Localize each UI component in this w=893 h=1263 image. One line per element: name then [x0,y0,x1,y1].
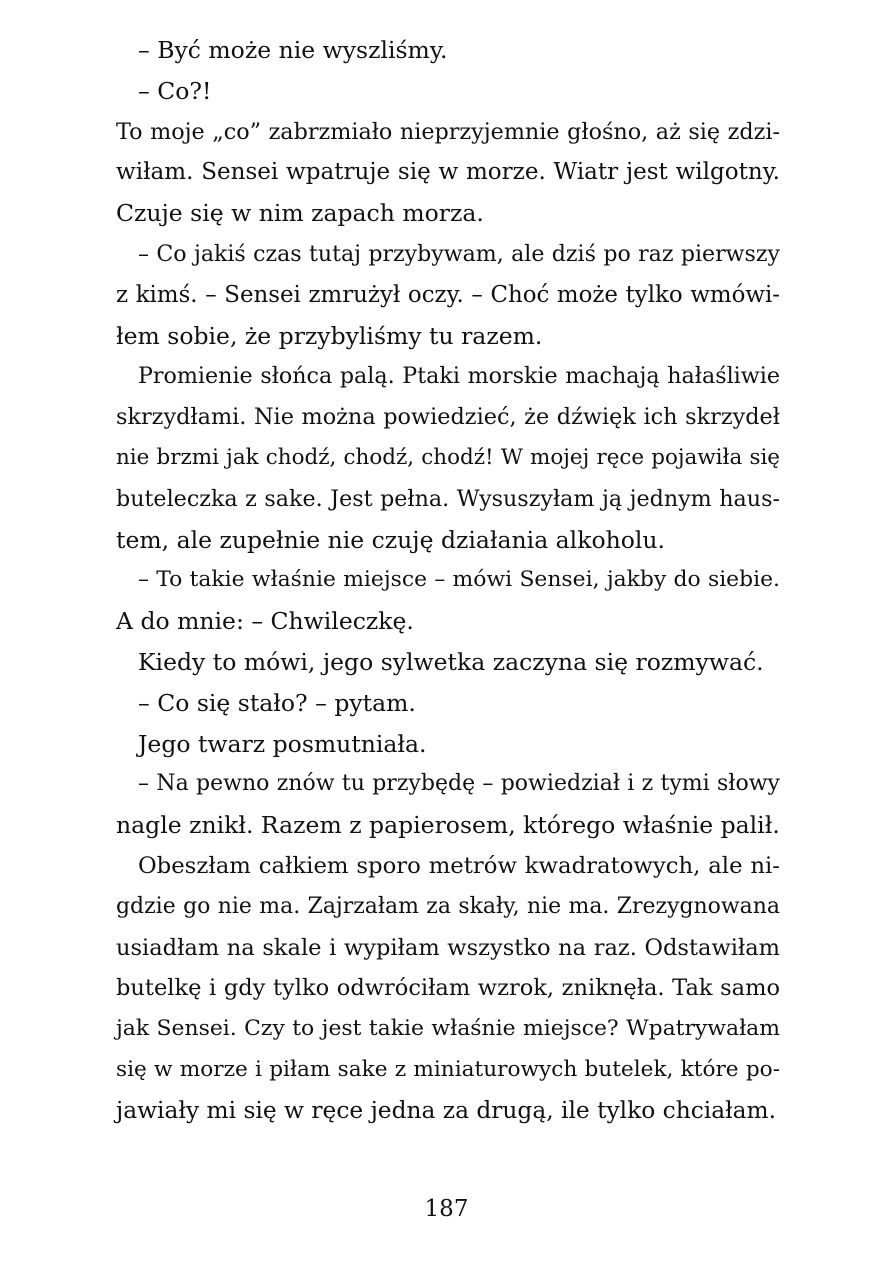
text-line: To moje „co” zabrzmiało nieprzyjemnie głośno, aż się zdzi- [116,118,780,145]
text-line: usiadłam na skale i wypiłam wszystko na raz. Odstawiłam [116,934,780,961]
text-line: Jego twarz posmutniała. [138,729,427,758]
text-line: nie brzmi jak chodź, chodź, chodź! W mojej ręce pojawiła się [116,444,780,470]
page-number: 187 [424,1196,469,1222]
text-line: – Co?! [138,76,212,105]
text-line: wiłam. Sensei wpatruje się w morze. Wiatr jest wilgotny. [116,159,780,186]
text-line: – To takie właśnie miejsce – mówi Sensei, jakby do siebie. [138,567,780,593]
text-line: buteleczka z sake. Jest pełna. Wysuszyłam ją jednym haus- [116,485,780,512]
text-line: – Co się stało? – pytam. [138,688,416,717]
text-line: się w morze i piłam sake z miniaturowych butelek, które po- [116,1056,780,1082]
text-line: gdzie go nie ma. Zajrzałam za skały, nie ma. Zrezygnowana [116,893,780,919]
text-line: jawiały mi się w ręce jedna za drugą, ile tylko chciałam. [116,1096,777,1124]
text-line: Kiedy to mówi, jego sylwetka zaczyna się rozmywać. [138,647,764,676]
text-line: Promienie słońca palą. Ptaki morskie machają hałaśliwie [138,363,780,390]
text-line: A do mnie: – Chwileczkę. [116,607,414,636]
text-line: Czuje się w nim zapach morza. [116,199,484,228]
text-line: – Na pewno znów tu przybędę – powiedział i z tymi słowy [138,771,780,797]
text-line: łem sobie, że przybyliśmy tu razem. [116,321,543,350]
text-line: butelkę i gdy tylko odwróciłam wzrok, zniknęła. Tak samo [116,975,780,1002]
text-line: Obeszłam całkiem sporo metrów kwadratowych, ale ni- [138,852,780,879]
body-text [116,30,780,1132]
text-line: nagle znikł. Razem z papierosem, którego właśnie palił. [116,811,780,840]
text-line: skrzydłami. Nie można powiedzieć, że dźwięk ich skrzydeł [116,404,780,431]
text-line: z kimś. – Sensei zmrużył oczy. – Choć może tylko wmówi- [116,281,780,308]
text-line: – Co jakiś czas tutaj przybywam, ale dziś po raz pierwszy [138,240,780,267]
text-line: – Być może nie wyszliśmy. [138,36,448,64]
text-line: jak Sensei. Czy to jest takie właśnie miejsce? Wpatrywałam [116,1016,780,1042]
text-line: tem, ale zupełnie nie czuję działania alkoholu. [116,525,665,554]
